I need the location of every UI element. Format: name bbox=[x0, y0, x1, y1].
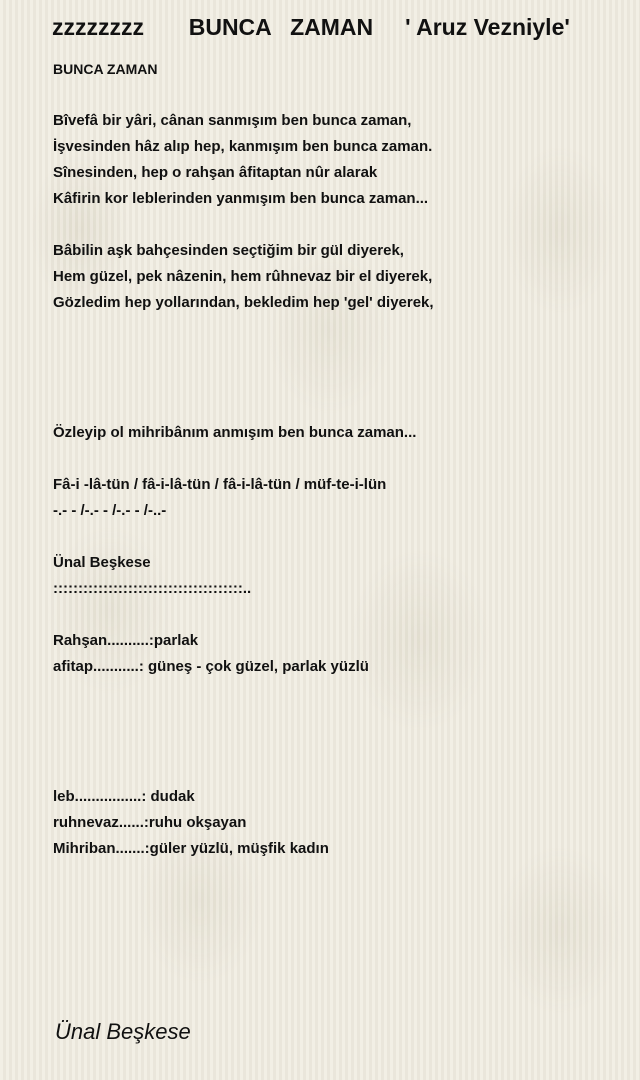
poem-line: İşvesinden hâz alıp hep, kanmışım ben bunca zaman. bbox=[53, 138, 433, 155]
blank-line bbox=[53, 368, 613, 394]
blank-line bbox=[53, 446, 613, 472]
author-signature: Ünal Beşkese bbox=[55, 1019, 191, 1044]
author-name: Ünal Beşkese bbox=[53, 554, 151, 571]
poem-line: Sînesinden, hep o rahşan âfitaptan nûr alarak bbox=[53, 164, 378, 181]
poem-body bbox=[53, 56, 613, 862]
meter-pattern: Fâ-i -lâ-tün / fâ-i-lâ-tün / fâ-i-lâ-tün / müf-te-i-lün bbox=[53, 476, 387, 493]
glossary-entry: afitap...........: güneş - çok güzel, parlak yüzlü bbox=[53, 658, 369, 675]
blank-line bbox=[53, 706, 613, 732]
blank-line bbox=[53, 602, 613, 628]
blank-line bbox=[53, 758, 613, 784]
author-separator: ::::::::::::::::::::::::::::::::::::::.. bbox=[53, 580, 252, 597]
glossary-entry: Rahşan..........:parlak bbox=[53, 632, 199, 649]
blank-line bbox=[53, 82, 613, 108]
poem-closing-line: Özleyip ol mihribânım anmışım ben bunca zaman... bbox=[53, 424, 417, 441]
poem-line: Gözledim hep yollarından, bekledim hep 'gel' diyerek, bbox=[53, 294, 434, 311]
poem-line: Bâbilin aşk bahçesinden seçtiğim bir gül diyerek, bbox=[53, 242, 404, 259]
poem-header-title: zzzzzzzz BUNCA ZAMAN ' Aruz Vezniyle' bbox=[52, 14, 570, 40]
blank-line bbox=[53, 732, 613, 758]
blank-line bbox=[53, 316, 613, 342]
blank-line bbox=[53, 212, 613, 238]
blank-line bbox=[53, 394, 613, 420]
poem-line: Bîvefâ bir yâri, cânan sanmışım ben bunca zaman, bbox=[53, 112, 412, 129]
glossary-entry: ruhnevaz......:ruhu okşayan bbox=[53, 814, 247, 831]
poem-line: Kâfirin kor leblerinden yanmışım ben bunca zaman... bbox=[53, 190, 429, 207]
meter-scansion: -.- - /-.- - /-.- - /-..- bbox=[53, 502, 167, 519]
poem-subtitle: BUNCA ZAMAN bbox=[53, 61, 158, 77]
blank-line bbox=[53, 680, 613, 706]
glossary-entry: leb................: dudak bbox=[53, 788, 195, 805]
glossary-entry: Mihriban.......:güler yüzlü, müşfik kadın bbox=[53, 840, 329, 857]
poem-line: Hem güzel, pek nâzenin, hem rûhnevaz bir el diyerek, bbox=[53, 268, 433, 285]
blank-line bbox=[53, 524, 613, 550]
blank-line bbox=[53, 342, 613, 368]
